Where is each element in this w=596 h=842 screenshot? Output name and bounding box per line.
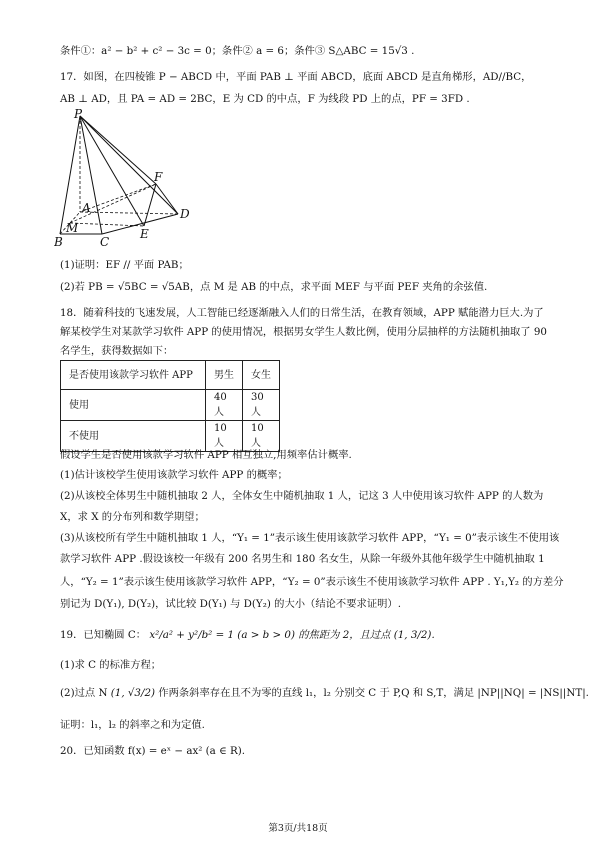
table-row xyxy=(61,421,280,452)
pyramid-figure xyxy=(54,108,204,248)
problem-18-assumption: 假设学生是否使用该款学习软件 APP 相互独立,用频率估计概率. xyxy=(60,449,352,461)
label-p: P xyxy=(74,108,83,121)
label-c: C xyxy=(100,235,110,248)
survey-table xyxy=(60,360,280,452)
ellipse-equation: x²/a² + y²/b² = 1 (a > b > 0) 的焦距为 2，且过点 xyxy=(149,629,391,641)
problem-17-stem-1: 17．如图，在四棱锥 P − ABCD 中，平面 PAB ⊥ 平面 ABCD，底面 ABCD 是直角梯形，AD//BC， xyxy=(60,71,532,83)
table-cell: 40 人 xyxy=(206,390,243,421)
problem-19-intro: 19．已知椭圆 C： xyxy=(60,629,147,641)
problem-18-part-1: (1)估计该校学生使用该款学习软件 APP 的概率； xyxy=(60,469,288,481)
table-header-cell: 是否使用该款学习软件 APP xyxy=(61,361,206,390)
problem-19-part-2-intro: (2)过点 N xyxy=(60,687,108,699)
problem-17-part-1: (1)证明：EF // 平面 PAB； xyxy=(60,259,189,271)
table-cell: 10 人 xyxy=(243,421,280,452)
table-header-cell: 女生 xyxy=(243,361,280,390)
label-a: A xyxy=(82,201,91,215)
page-footer: 第3页/共18页 xyxy=(268,823,328,834)
table-cell: 使用 xyxy=(61,390,206,421)
problem-18-part-2a: (2)从该校全体男生中随机抽取 2 人，全体女生中随机抽取 1 人，记这 3 人中使用该习软件 APP 的人数为 xyxy=(60,490,544,502)
problem-20-stem: 20．已知函数 f(x) = eˣ − ax² (a ∈ R). xyxy=(60,745,246,757)
table-header-row xyxy=(61,361,280,390)
condition-line: 条件①：a² − b² + c² − 3c = 0；条件② a = 6；条件③ S△ABC = 15√3 . xyxy=(60,45,415,57)
problem-17-stem-2: AB ⊥ AD，且 PA = AD = 2BC，E 为 CD 的中点，F 为线段 PD 上的点，PF = 3FD . xyxy=(60,93,470,105)
label-f: F xyxy=(154,170,163,184)
problem-19-stem xyxy=(60,628,550,643)
problem-19-part-1: (1)求 C 的标准方程； xyxy=(60,659,162,671)
problem-18-stem-3: 名学生，获得数据如下： xyxy=(60,345,174,357)
problem-18-part-2b: X，求 X 的分布列和数学期望； xyxy=(60,511,205,523)
table-header-cell: 男生 xyxy=(206,361,243,390)
label-m: M xyxy=(66,221,79,235)
problem-18-stem-1: 18．随着科技的飞速发展，人工智能已经逐渐融入人们的日常生活，在教育领域，APP 赋能潜力巨大.为了 xyxy=(60,307,544,319)
problem-18-part-3d: 别记为 D(Y₁), D(Y₂)，试比较 D(Y₁) 与 D(Y₂) 的大小（结论不要求证明）. xyxy=(60,598,401,610)
label-e: E xyxy=(140,227,149,241)
given-point: (1, 3/2). xyxy=(393,629,435,641)
table-cell: 不使用 xyxy=(61,421,206,452)
problem-19-part-2-rest: 作两条斜率存在且不为零的直线 l₁，l₂ 分别交 C 于 P,Q 和 S,T，满足 |NP||NQ| = |NS||NT|. xyxy=(158,687,589,699)
problem-18-part-3c: 人，“Y₂ = 1”表示该生使用该款学习软件 APP，“Y₂ = 0”表示该生不使用该款学习软件 APP . Y₁,Y₂ 的方差分 xyxy=(60,576,564,588)
problem-18-part-3a: (3)从该校所有学生中随机抽取 1 人，“Y₁ = 1”表示该生使用该款学习软件 APP，“Y₁ = 0”表示该生不使用该 xyxy=(60,532,560,544)
problem-18-part-3b: 款学习软件 APP .假设该校一年级有 200 名男生和 180 名女生，从除一年级外其他年级学生中随机抽取 1 xyxy=(60,553,545,565)
label-d: D xyxy=(180,207,190,221)
table-row xyxy=(61,390,280,421)
problem-19-part-2 xyxy=(60,686,589,701)
problem-18-stem-2: 解某校学生对某款学习软件 APP 的使用情况，根据男女学生人数比例，使用分层抽样的方法随机抽取了 90 xyxy=(60,326,547,338)
point-n: (1, √3/2) xyxy=(110,687,156,699)
table-cell: 10 人 xyxy=(206,421,243,452)
problem-17-part-2: (2)若 PB = √5BC = √5AB，点 M 是 AB 的中点，求平面 MEF 与平面 PEF 夹角的余弦值. xyxy=(60,281,488,293)
table-cell: 30 人 xyxy=(243,390,280,421)
problem-19-proof: 证明：l₁，l₂ 的斜率之和为定值. xyxy=(60,719,205,731)
label-b: B xyxy=(54,235,63,248)
